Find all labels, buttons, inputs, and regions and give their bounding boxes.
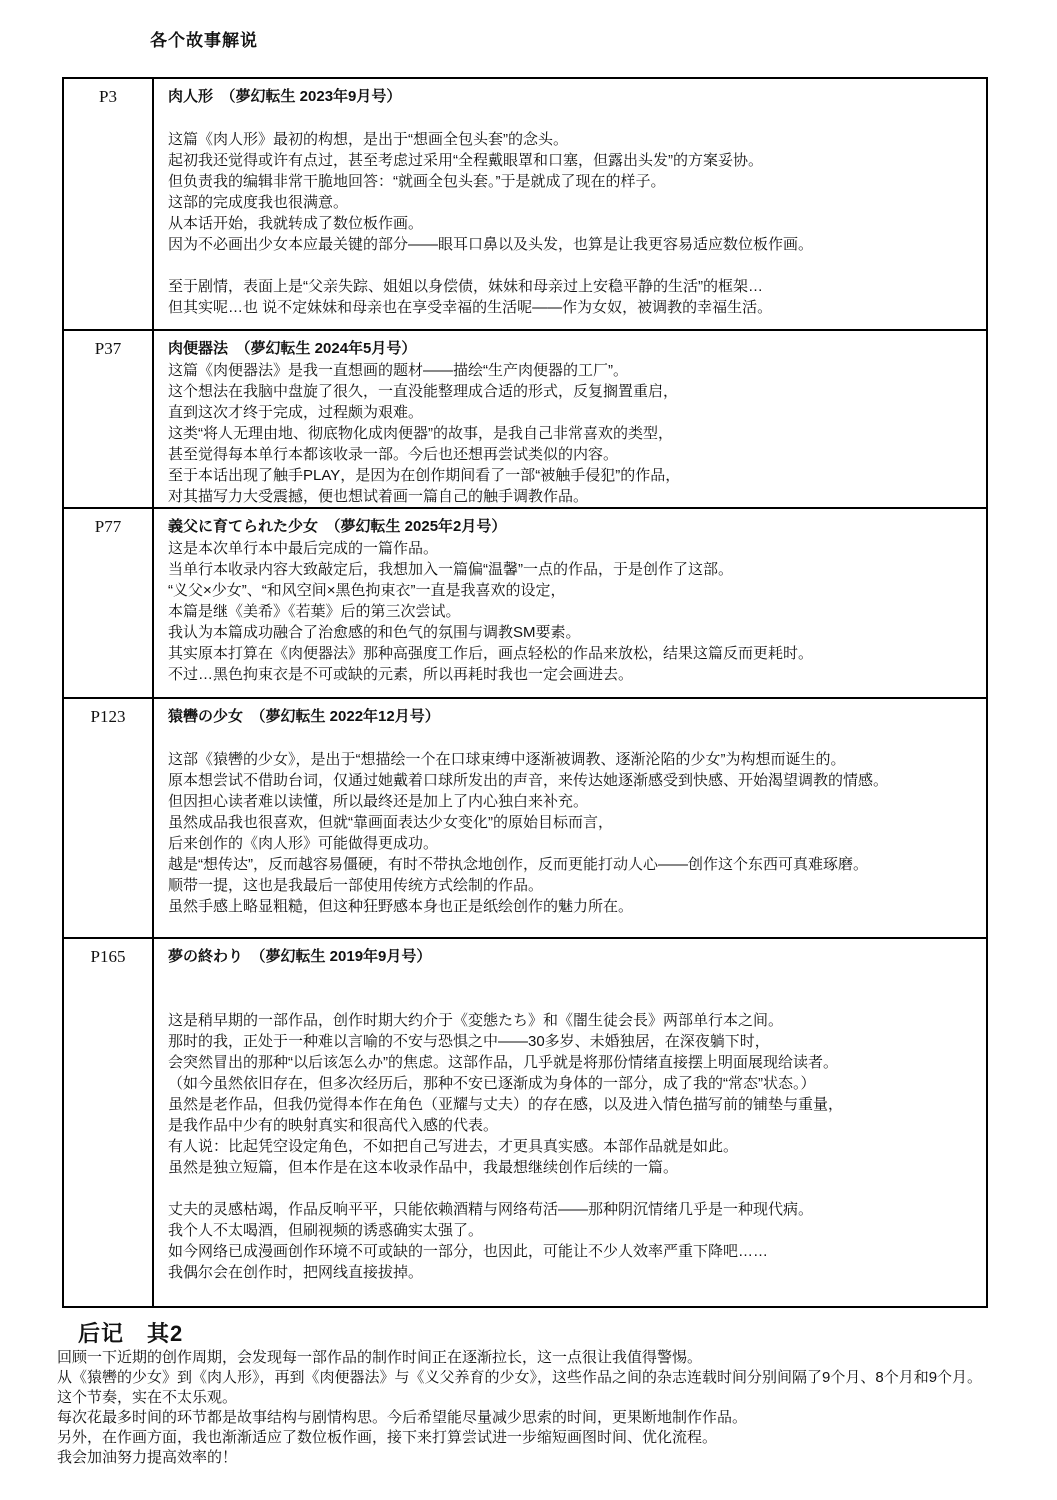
commentary-line: 但因担心读者难以读懂，所以最终还是加上了内心独白来补充。 bbox=[168, 793, 589, 810]
page-number: P165 bbox=[64, 939, 154, 1306]
page-title: 各个故事解说 bbox=[150, 31, 258, 50]
commentary-line: 起初我还觉得或许有点过，甚至考虑过采用“全程戴眼罩和口塞，但露出头发”的方案妥协。 bbox=[168, 152, 763, 169]
commentary-line: 但负责我的编辑非常干脆地回答：“就画全包头套。”于是就成了现在的样子。 bbox=[168, 173, 666, 190]
story-title: 肉人形 （夢幻転生 2023年9月号） bbox=[168, 88, 402, 105]
commentary-line: 这个想法在我脑中盘旋了很久，一直没能整理成合适的形式，反复搁置重启， bbox=[168, 383, 679, 400]
table-row bbox=[64, 79, 986, 329]
commentary-line: 顺带一提，这也是我最后一部使用传统方式绘制的作品。 bbox=[168, 877, 544, 894]
commentary-line: 那时的我，正处于一种难以言喻的不安与恐惧之中——30多岁、未婚独居，在深夜躺下时， bbox=[168, 1033, 770, 1050]
commentary-line: 我认为本篇成功融合了治愈感的和色气的氛围与调教SM要素。 bbox=[168, 624, 581, 641]
commentary-line: 对其描写力大受震撼，便也想试着画一篇自己的触手调教作品。 bbox=[168, 488, 589, 505]
page-number: P3 bbox=[64, 79, 154, 329]
commentary-line: 我个人不太喝酒，但刷视频的诱惑确实太强了。 bbox=[168, 1222, 484, 1239]
afterword-line: 我会加油努力提高效率的！ bbox=[57, 1449, 238, 1466]
table-row bbox=[64, 507, 986, 697]
commentary-line: 后来创作的《肉人形》可能做得更成功。 bbox=[168, 835, 439, 852]
story-commentary bbox=[154, 699, 986, 937]
story-commentary-table bbox=[62, 77, 988, 1308]
afterword-body bbox=[57, 1348, 1032, 1468]
commentary-line: 其实原本打算在《肉便器法》那种高强度工作后，画点轻松的作品来放松，结果这篇反而更耗时。 bbox=[168, 645, 814, 662]
commentary-line: 这篇《肉便器法》是我一直想画的题材——描绘“生产肉便器的工厂”。 bbox=[168, 362, 628, 379]
commentary-line bbox=[168, 989, 978, 1010]
commentary-line: 会突然冒出的那种“以后该怎么办”的焦虑。这部作品，几乎就是将那份情绪直接摆上明面展现给读者。 bbox=[168, 1054, 838, 1071]
commentary-line bbox=[168, 108, 978, 129]
story-commentary bbox=[154, 509, 986, 697]
afterword-line: 这个节奏，实在不太乐观。 bbox=[57, 1389, 238, 1406]
story-title: 猿轡の少女 （夢幻転生 2022年12月号） bbox=[168, 708, 440, 725]
commentary-line: 至于本话出现了触手PLAY，是因为在创作期间看了一部“被触手侵犯”的作品， bbox=[168, 467, 681, 484]
story-commentary bbox=[154, 939, 986, 1306]
commentary-line bbox=[168, 968, 978, 989]
table-row bbox=[64, 329, 986, 507]
commentary-line: 至于剧情，表面上是“父亲失踪、姐姐以身偿债，妹妹和母亲过上安稳平静的生活”的框架… bbox=[168, 278, 763, 295]
commentary-line: 虽然成品我也很喜欢，但就“靠画面表达少女变化”的原始目标而言， bbox=[168, 814, 613, 831]
commentary-line: 虽然是老作品，但我仍觉得本作在角色（亚耀与丈夫）的存在感，以及进入情色描写前的铺垫与重量， bbox=[168, 1096, 844, 1113]
page-number: P37 bbox=[64, 331, 154, 507]
commentary-line: 虽然是独立短篇，但本作是在这本收录作品中，我最想继续创作后续的一篇。 bbox=[168, 1159, 679, 1176]
table-row bbox=[64, 937, 986, 1306]
commentary-line: （如今虽然依旧存在，但多次经历后，那种不安已逐渐成为身体的一部分，成了我的“常态”状态。） bbox=[168, 1075, 816, 1092]
commentary-line: 虽然手感上略显粗糙，但这种狂野感本身也正是纸绘创作的魅力所在。 bbox=[168, 898, 634, 915]
story-commentary bbox=[154, 331, 986, 507]
afterword-line: 每次花最多时间的环节都是故事结构与剧情构思。今后希望能尽量减少思索的时间，更果断地制作作品。 bbox=[57, 1409, 748, 1426]
afterword-heading: 后记 其2 bbox=[78, 1321, 184, 1346]
commentary-line: 原本想尝试不借助台词，仅通过她戴着口球所发出的声音，来传达她逐渐感受到快感、开始渴望调教的情感。 bbox=[168, 772, 889, 789]
commentary-line: 因为不必画出少女本应最关键的部分——眼耳口鼻以及头发，也算是让我更容易适应数位板作画。 bbox=[168, 236, 814, 253]
commentary-line: 如今网络已成漫画创作环境不可或缺的一部分，也因此，可能让不少人效率严重下降吧…… bbox=[168, 1243, 769, 1260]
commentary-line: 本篇是继《美希》《若葉》后的第三次尝试。 bbox=[168, 603, 461, 620]
commentary-line: 是我作品中少有的映射真实和很高代入感的代表。 bbox=[168, 1117, 499, 1134]
commentary-line: 越是“想传达”，反而越容易僵硬，有时不带执念地创作，反而更能打动人心——创作这个东西可真难琢磨。 bbox=[168, 856, 868, 873]
commentary-line bbox=[168, 255, 978, 276]
commentary-line: 这部《猿轡的少女》，是出于“想描绘一个在口球束缚中逐渐被调教、逐渐沦陷的少女”为构想而诞生的。 bbox=[168, 751, 846, 768]
story-commentary bbox=[154, 79, 986, 329]
commentary-line: 这类“将人无理由地、彻底物化成肉便器”的故事，是我自己非常喜欢的类型， bbox=[168, 425, 673, 442]
commentary-line: 直到这次才终于完成，过程颇为艰难。 bbox=[168, 404, 424, 421]
page-number: P123 bbox=[64, 699, 154, 937]
commentary-line: 但其实呢…也 说不定妹妹和母亲也在享受幸福的生活呢——作为女奴，被调教的幸福生活。 bbox=[168, 299, 773, 316]
afterword-line: 从《猿轡的少女》到《肉人形》，再到《肉便器法》与《义父养育的少女》，这些作品之间的杂志连载时间分别间隔了9个月、8个月和9个月。 bbox=[57, 1369, 983, 1386]
page-number: P77 bbox=[64, 509, 154, 697]
commentary-line: 丈夫的灵感枯竭，作品反响平平，只能依赖酒精与网络苟活——那种阴沉情绪几乎是一种现代病。 bbox=[168, 1201, 814, 1218]
commentary-line: 我偶尔会在创作时，把网线直接拔掉。 bbox=[168, 1264, 424, 1281]
commentary-line: 当单行本收录内容大致敲定后，我想加入一篇偏“温馨”一点的作品，于是创作了这部。 bbox=[168, 561, 733, 578]
commentary-line: “义父×少女”、“和风空间×黑色拘束衣”一直是我喜欢的设定， bbox=[168, 582, 566, 599]
commentary-line: 这部的完成度我也很满意。 bbox=[168, 194, 349, 211]
commentary-line: 这是本次单行本中最后完成的一篇作品。 bbox=[168, 540, 439, 557]
commentary-line: 有人说：比起凭空设定角色，不如把自己写进去，才更具真实感。本部作品就是如此。 bbox=[168, 1138, 739, 1155]
afterword-line: 另外，在作画方面，我也渐渐适应了数位板作画，接下来打算尝试进一步缩短画图时间、优化流程。 bbox=[57, 1429, 718, 1446]
commentary-line: 从本话开始，我就转成了数位板作画。 bbox=[168, 215, 424, 232]
story-title: 夢の終わり （夢幻転生 2019年9月号） bbox=[168, 948, 432, 965]
commentary-line bbox=[168, 1178, 978, 1199]
commentary-line: 这是稍早期的一部作品，创作时期大约介于《変態たち》和《闇生徒会長》两部单行本之间。 bbox=[168, 1012, 784, 1029]
afterword-line: 回顾一下近期的创作周期，会发现每一部作品的制作时间正在逐渐拉长，这一点很让我值得警惕。 bbox=[57, 1349, 703, 1366]
table-row bbox=[64, 697, 986, 937]
story-title: 義父に育てられた少女 （夢幻転生 2025年2月号） bbox=[168, 518, 507, 535]
story-title: 肉便器法 （夢幻転生 2024年5月号） bbox=[168, 340, 417, 357]
commentary-line bbox=[168, 728, 978, 749]
commentary-line: 不过…黑色拘束衣是不可或缺的元素，所以再耗时我也一定会画进去。 bbox=[168, 666, 634, 683]
commentary-line: 甚至觉得每本单行本都该收录一部。今后也还想再尝试类似的内容。 bbox=[168, 446, 619, 463]
commentary-line: 这篇《肉人形》最初的构想，是出于“想画全包头套”的念头。 bbox=[168, 131, 568, 148]
